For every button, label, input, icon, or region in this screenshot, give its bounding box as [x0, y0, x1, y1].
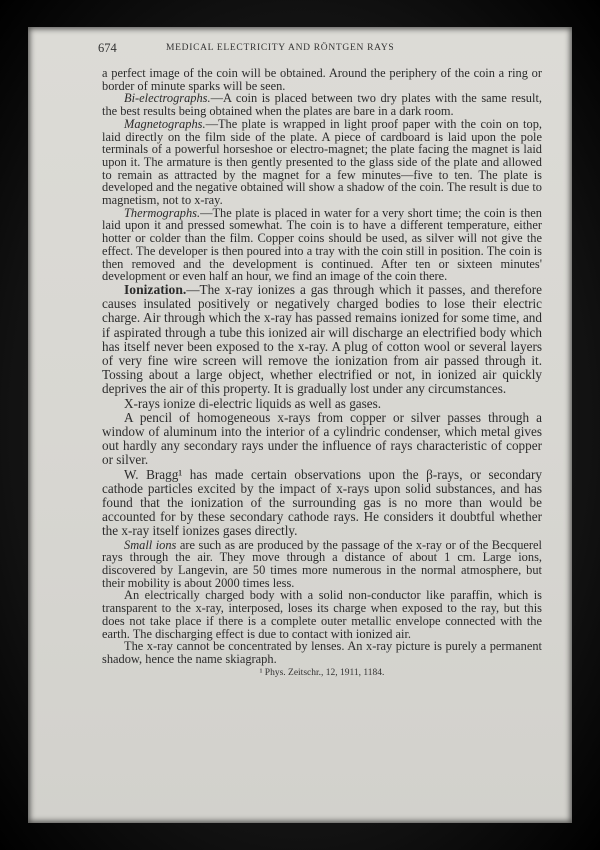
paragraph-bi-electrographs: Bi-electrographs.—A coin is placed between two dry plates with the same result, the best results being obtained when the plates are bare in a dark room. — [102, 91, 542, 119]
page-number: 674 — [98, 41, 117, 55]
paragraph-homogeneous-xrays: A pencil of homogeneous x-rays from copper or silver passes through a window of aluminum into the interior of a cylindric condenser, which metal gives out hardly any secondary rays under the influence of rays characteristic of copper or silver. — [102, 409, 542, 468]
book-page — [28, 27, 572, 823]
paragraph-1: a perfect image of the coin will be obtained. Around the periphery of the coin a ring or border of minute sparks will be seen. — [102, 66, 542, 93]
paragraph-magnetographs: Magnetographs.—The plate is wrapped in light proof paper with the coin on top, laid directly on the film side of the plate. A piece of cardboard is laid upon the pole terminals of a powerful horseshoe or electro-magnet; the plate facing the magnet is laid upon it. The armature is then gently presented to the glass side of the plate and allowed to remain as attracted by the magnet for a few minutes—five to ten. The plate is developed and the negative obtained will show a shadow of the coin. The result is due to magnetism, not to x-ray. — [102, 116, 542, 208]
paragraph-bragg: W. Bragg¹ has made certain observations upon the β-rays, or secondary cathode particles excited by the impact of x-rays upon solid substances, and has found that the ionization of the surrounding gas is no more than would be accounted for by these secondary cathode rays. He considers it doubtful whether the x-ray itself ionizes gases directly. — [102, 466, 542, 539]
paragraph-thermographs: Thermographs.—The plate is placed in water for a very short time; the coin is then laid upon it and pressed somewhat. The coin is to have a different temperature, either hotter or colder than the film. Copper coins should be used, as silver will not give the effect. The developer is then poured into a tray with the coin still in position. The coin is then removed and the development is continued. After ten or sixteen minutes' development or even half an hour, we find an image of the coin there. — [102, 205, 542, 284]
paragraph-lenses: The x-ray cannot be concentrated by lenses. An x-ray picture is purely a permanent shadow, hence the name skiagraph. — [102, 639, 542, 666]
paragraph-small-ions: Small ions are such as are produced by the passage of the x-ray or of the Becquerel rays through the air. They move through a distance of about 1 cm. Large ions, discovered by Langevin, are 50 times more numerous in the normal atmosphere, but their mobility is about 2000 times less. — [102, 537, 542, 590]
page-body — [102, 67, 542, 679]
section-heading-ionization: Ionization. — [124, 281, 187, 297]
paragraph-xrays-liquids: X-rays ionize di-electric liquids as well as gases. — [124, 395, 382, 411]
paragraph-lead: Small ions — [124, 537, 177, 552]
paragraph-lead: Magnetographs. — [124, 116, 206, 131]
page-header — [98, 41, 540, 59]
paragraph-lead: Thermographs. — [124, 205, 201, 220]
running-title: MEDICAL ELECTRICITY AND RÖNTGEN RAYS — [166, 43, 395, 53]
paragraph-lead: Bi-electrographs. — [124, 91, 211, 106]
footnote: ¹ Phys. Zeitschr., 12, 1911, 1184. — [259, 667, 385, 678]
paragraph-ionization: Ionization.—The x-ray ionizes a gas through which it passes, and therefore causes insulated positively or negatively charged bodies to lose their electric charge. Air through which the x-ray has passed remains ionized for some time, and if aspirated through a tube this ionized air will discharge an electrified body which has itself never been exposed to the x-ray. A plug of cotton wool or several layers of very fine wire screen will remove the ionization from air passed through it. Tossing about a large object, whether electrified or not, in ionized air quickly deprives the air of this property. It is gradually lost under any circumstances. — [102, 281, 542, 397]
paragraph-charged-body: An electrically charged body with a solid non-conductor like paraffin, which is transparent to the x-ray, interposed, loses its charge when exposed to the ray, but this does not take place if there is a complete outer metallic envelope connected with the earth. The discharging effect is due to contact with ionized air. — [102, 588, 542, 641]
